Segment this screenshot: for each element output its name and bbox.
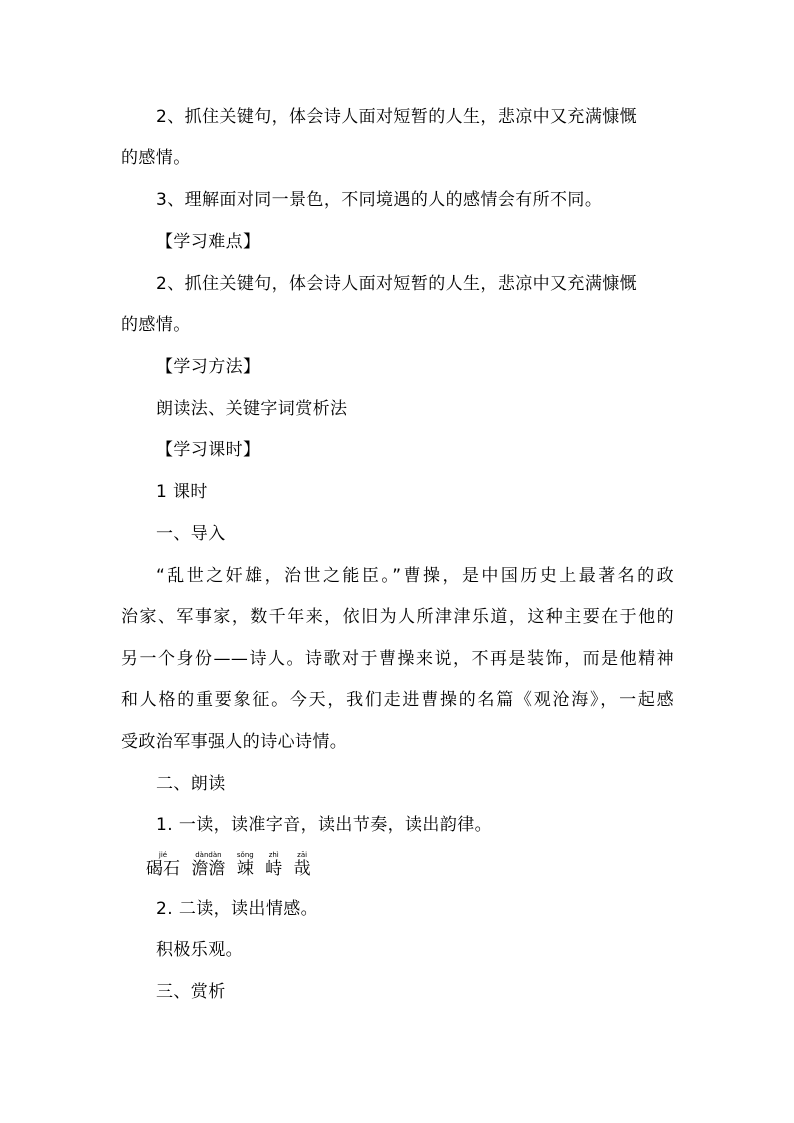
intro-line-5: 受政治军事强人的诗心诗情。: [121, 732, 348, 752]
pinyin-word: 碣石jié: [146, 851, 180, 879]
reading-step-2: 2. 二读，读出情感。: [156, 899, 319, 919]
pinyin-word-list: [146, 851, 317, 879]
hours-text: 1 课时: [156, 482, 208, 502]
reading-step-2-text: 积极乐观。: [156, 940, 243, 960]
paragraph-goal-2-line2: 的感情。: [121, 148, 191, 168]
intro-line-3: 另一个身份——诗人。诗歌对于曹操来说，不再是装饰，而是他精神: [121, 649, 674, 669]
pinyin-word: 竦sǒng: [236, 851, 254, 879]
paragraph-goal-3: 3、理解面对同一景色，不同境遇的人的感情会有所不同。: [156, 190, 603, 210]
paragraph-goal-2-line1: 2、抓住关键句，体会诗人面对短暂的人生，悲凉中又充满慷慨: [156, 107, 638, 127]
paragraph-difficulty-line1: 2、抓住关键句，体会诗人面对短暂的人生，悲凉中又充满慷慨: [156, 274, 638, 294]
heading-method: 【学习方法】: [156, 357, 261, 377]
section-appreciation-heading: 三、赏析: [156, 982, 226, 1002]
heading-hours: 【学习课时】: [156, 440, 261, 460]
intro-line-1: “乱世之奸雄，治世之能臣。”曹操，是中国历史上最著名的政: [156, 566, 674, 586]
intro-line-4: 和人格的重要象征。今天，我们走进曹操的名篇《观沧海》，一起感: [121, 690, 674, 710]
paragraph-difficulty-line2: 的感情。: [121, 315, 191, 335]
pinyin-word: 哉zāi: [293, 851, 311, 879]
reading-step-1: 1. 一读，读准字音，读出节奏，读出韵律。: [156, 815, 493, 835]
section-intro-heading: 一、导入: [156, 524, 226, 544]
pinyin-word: 澹澹dàndàn: [191, 851, 226, 879]
pinyin-word: 峙zhì: [265, 851, 283, 879]
heading-difficulty: 【学习难点】: [156, 232, 261, 252]
intro-line-2: 治家、军事家，数千年来，依旧为人所津津乐道，这种主要在于他的: [121, 607, 674, 627]
section-reading-heading: 二、朗读: [156, 774, 226, 794]
method-text: 朗读法、关键字词赏析法: [156, 399, 348, 419]
